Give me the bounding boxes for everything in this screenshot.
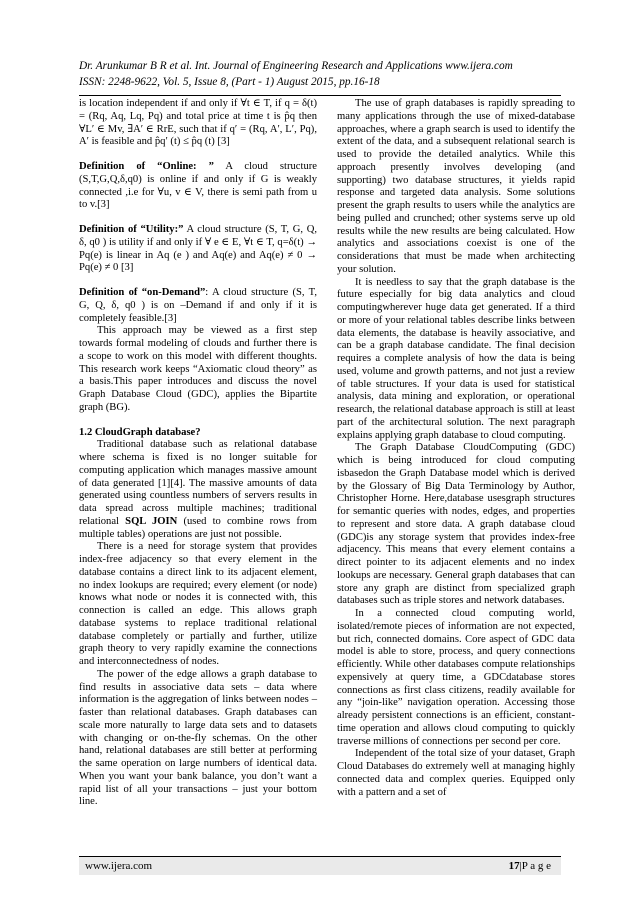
paragraph-approach: This approach may be viewed as a first step towards formal modeling of clouds and further there is a scope to work on this model with different thoughts. This research work keeps “Axiomatic cloud theory” as a basis.This paper introduces and discuss the novel Graph Database Cloud (GDC), applies the Bipartite graph (BG). [79, 325, 317, 413]
footer-url[interactable]: www.ijera.com [85, 860, 153, 872]
paragraph-index-free: There is a need for storage system that provides index-free adjacency so that every element in the database contains a direct link to its adjacent element, no index lookups are required; every element (or node) knows what node or nodes it is connected with, this connection is called an edge. This allows graph database systems to replace traditional relational database completely or partially and further, utilize graph theory to very rapidly examine the connections and interconnectedness of nodes. [79, 541, 317, 667]
definition-utility-label: Definition of “Utility:” [79, 224, 184, 235]
paragraph-future: It is needless to say that the graph database is the future especially for big data analytics and cloud computingwherever huge data get generated. If a third or more of your relational tables describe links between data elements, the database is heavily associative, and can be a graph database candidate. The final decision requires a complete analysis of how the data is being used, volume and growth patterns, and not just a review of table structures. If your data is used for statistical analysis, data mining and exploration, or operational research, the relational database approach is still at least part of the architectural solution. The next paragraph explains applying graph database to cloud computing. [337, 276, 575, 441]
definition-online-label: Definition of “Online: ” [79, 161, 214, 172]
sql-join-term: SQL JOIN [125, 515, 178, 527]
definition-utility-text: A cloud structure (S, T, G, Q, δ, q0 ) is utility if and only if ∀ e ∈ E, ∀t ∈ T, q=δ(t) → Pq(e) is linear in Aq (e ) and Aq(e) and Aq(e) ≠ 0 → Pq(e) ≠ 0 [3] [79, 224, 317, 274]
left-column [79, 98, 317, 809]
definition-on-demand-label: Definition of “on-Demand” [79, 287, 206, 298]
paragraph-edge-power: The power of the edge allows a graph database to find results in associative data sets – data where information is the aggregation of links between nodes – faster than relational databases. Graph databases can scale more naturally to large data sets and to datasets with changing or on-the-fly schemas. On the other hand, relational databases are still better at performing the same operation on large numbers of identical data. When you want your bank balance, you don’t want a rapid list of all your transactions – just your bottom line. [79, 668, 317, 808]
journal-header [79, 58, 579, 90]
definition-online [79, 161, 317, 212]
paragraph-gdc: The Graph Database CloudComputing (GDC) which is being introduced for cloud computing isbasedon the Graph Database model which is derived by the Glossary of Big Data Terminology by Author, Christopher Horne. Here,database usesgraph structures for semantic queries with nodes, edges, and properties to represent and store data. A graph database cloud (GDC)is any storage system that provides index-free adjacency. This means that every element contains a direct pointer to its adjacent elements and no index lookups are necessary. General graph databases that can store any graph are distinct from specialized graph databases such as triple stores and network databases. [337, 442, 575, 607]
header-issn: ISSN: 2248-9622, Vol. 5, Issue 8, (Part - 1) August 2015, pp.16-18 [79, 76, 380, 88]
header-citation: Dr. Arunkumar B R et al. Int. Journal of Engineering Research and Applications www.ijera.com [79, 60, 513, 72]
definition-on-demand-text: : A cloud structure (S, T, G, Q, δ, q0 ) is on –Demand if and only if it is completely feasible.[3] [79, 287, 317, 324]
definition-online-text: A cloud structure (S,T,G,Q,δ,q0) is online if and only if G is weakly connected ,i.e for ∀u, v ∈ V, there is semi path from u to v.[3] [79, 161, 317, 211]
page-footer [79, 856, 561, 875]
paragraph-independent: Independent of the total size of your dataset, Graph Cloud Databases do extremely well at managing highly connected data and complex queries. Equipped only with a pattern and a set of [337, 748, 575, 798]
page-number: 17|P a g e [508, 860, 551, 872]
definition-utility [79, 224, 317, 275]
paragraph-connected-world: In a connected cloud computing world, isolated/remote pieces of information are not expected, but rich, connected domains. Core aspect of GDC data model is able to store, process, and query connections efficiently. While other databases compute relationships expensively at query time, a GDCdatabase stores connections as first class citizens, readily available for any “join-like” navigation operation. Accessing those already persistent connections is an efficient, constant-time operation and allows cloud computing to quickly traverse millions of connections per second per core. [337, 608, 575, 747]
paragraph-traditional-database: Traditional database such as relational database where schema is fixed is no longer suitable for computing application which manages massive amount of data generated [1][4]. The massive amounts of data generated using countless numbers of servers results in data spread across multiple machines; traditional relational SQL JOIN (used to combine rows from multiple tables) operations are just not possible. [79, 439, 317, 540]
paragraph-location-independent: is location independent if and only if ∀t ∈ T, if q = δ(t) = (Rq, Aq, Lq, Pq) and total price at time t is p̂q then ∀L′ ∈ Mv, ∃A′ ∈ RrE, such that if q′ = (Rq, A′, L′, Pq), A′ is feasible and p̂q′ (t) ≤ p̂q (t) [3] [79, 98, 317, 148]
definition-on-demand [79, 287, 317, 325]
section-heading: 1.2 CloudGraph database? [79, 426, 201, 438]
header-rule [79, 95, 561, 96]
paragraph-graph-usage: The use of graph databases is rapidly spreading to many applications through the use of mixed-database approaches, where a graph search is used to identify the extent of the data, and a subsequent relational search is used to provide the detailed analytics. While this approach presently involves developing (and supporting) two database structures, it yields rapid response and targeted data analysis. Some solutions present the graph results to users while the analytics are being pulled and crunched; other systems serve up old results while the new results are being calculated. How analytics and associations coexist is one of the considerations that must be made when architecting your solution. [337, 98, 575, 275]
right-column [337, 98, 575, 799]
